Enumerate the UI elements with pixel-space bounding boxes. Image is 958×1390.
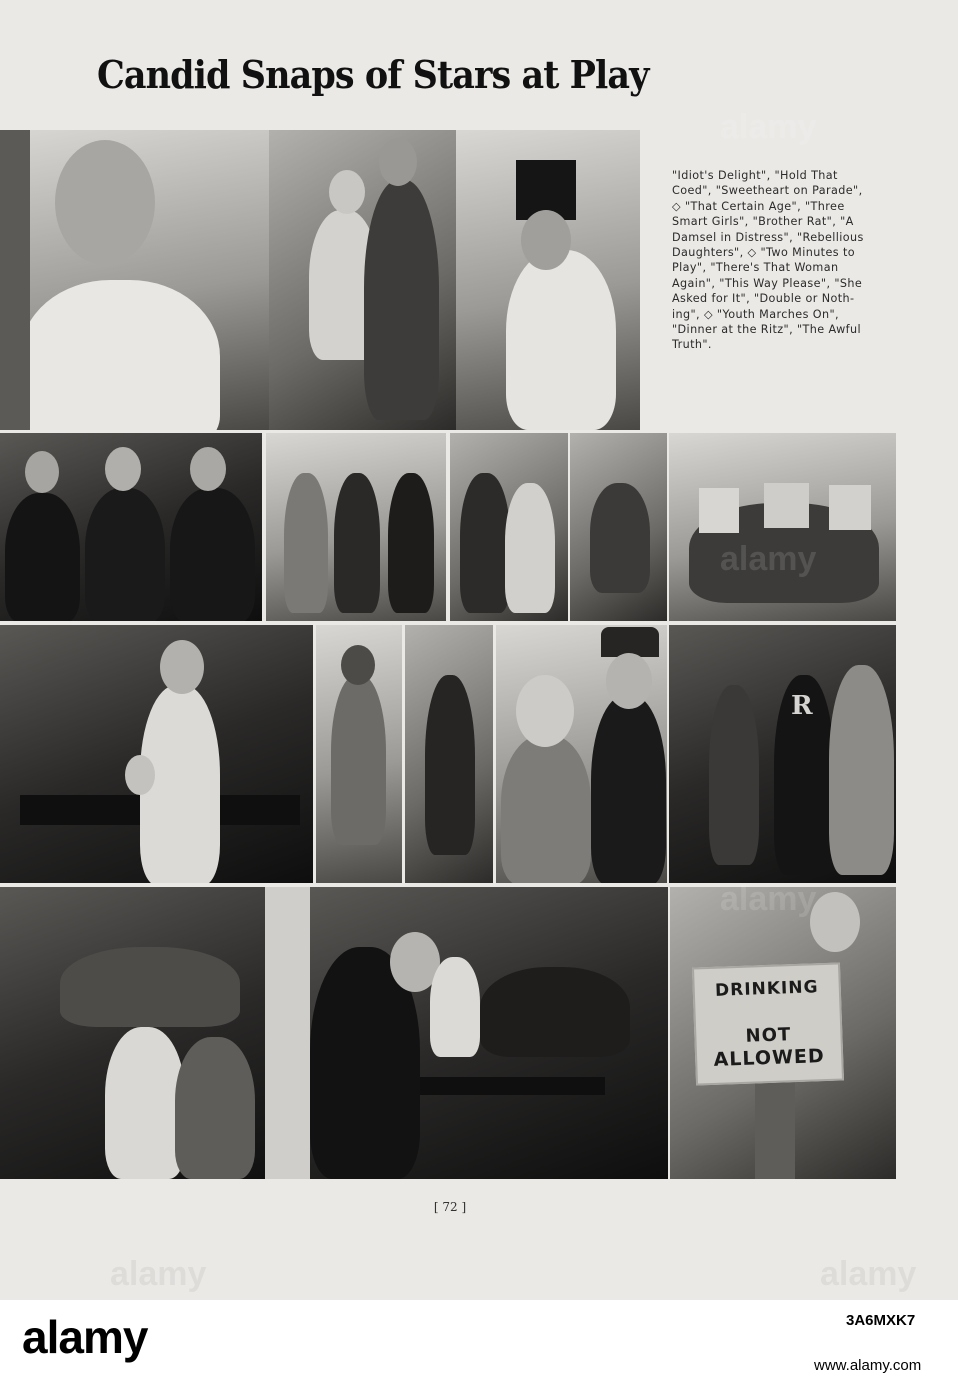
- page-title: Candid Snaps of Stars at Play: [97, 52, 649, 97]
- watermark-logo: alamy: [720, 540, 817, 578]
- photo-letter-sweater-group: [669, 625, 896, 883]
- photo-girl-with-book: [316, 625, 402, 883]
- photo-girls-bending: [570, 433, 667, 621]
- photo-ping-pong: [0, 625, 313, 883]
- watermark-logo: alamy: [720, 108, 817, 146]
- photo-girl-top-hat: [456, 130, 640, 430]
- watermark-logo: alamy: [820, 1255, 917, 1293]
- image-id: 3A6MXK7: [846, 1312, 916, 1329]
- drinking-not-allowed-sign: DRINKING NOT ALLOWED: [692, 962, 844, 1085]
- sweater-letter: R: [791, 691, 813, 721]
- alamy-logo: alamy: [22, 1311, 148, 1363]
- photo-boys-playfighting: [450, 433, 568, 621]
- photo-couple-dancing: [269, 130, 456, 430]
- site-url: www.alamy.com: [814, 1357, 922, 1374]
- photo-school-hallway: [0, 887, 310, 1179]
- photo-three-girls-coats: [266, 433, 446, 621]
- photo-smiling-couple-hat: [496, 625, 667, 883]
- photo-boy-hand-on-chest: [0, 130, 270, 430]
- watermark-logo: alamy: [720, 880, 817, 918]
- page-number: [ 72 ]: [433, 1200, 467, 1214]
- watermark-logo: alamy: [110, 1255, 207, 1293]
- photo-boy-in-long-coat: [405, 625, 493, 883]
- photo-girls-reading-magazines: [669, 433, 896, 621]
- photo-three-boys-lockers: [0, 433, 262, 621]
- films-caption: "Idiot's Delight", "Hold That Coed", "Sweetheart on Parade", ◇ "That Certain Age", "Three Smart Girls", "Brother Rat", "A Damsel in Distress", "Rebellious Daughters", ◇ "Two Minutes to Play", "There's That Woman Again", "This Way Please", "She Asked for It", "Double or Noth- ing", ◇ "Youth Marches On", "Dinner at the Ritz", "The Awful Truth".: [672, 169, 864, 352]
- photo-cafeteria-table: [310, 887, 668, 1179]
